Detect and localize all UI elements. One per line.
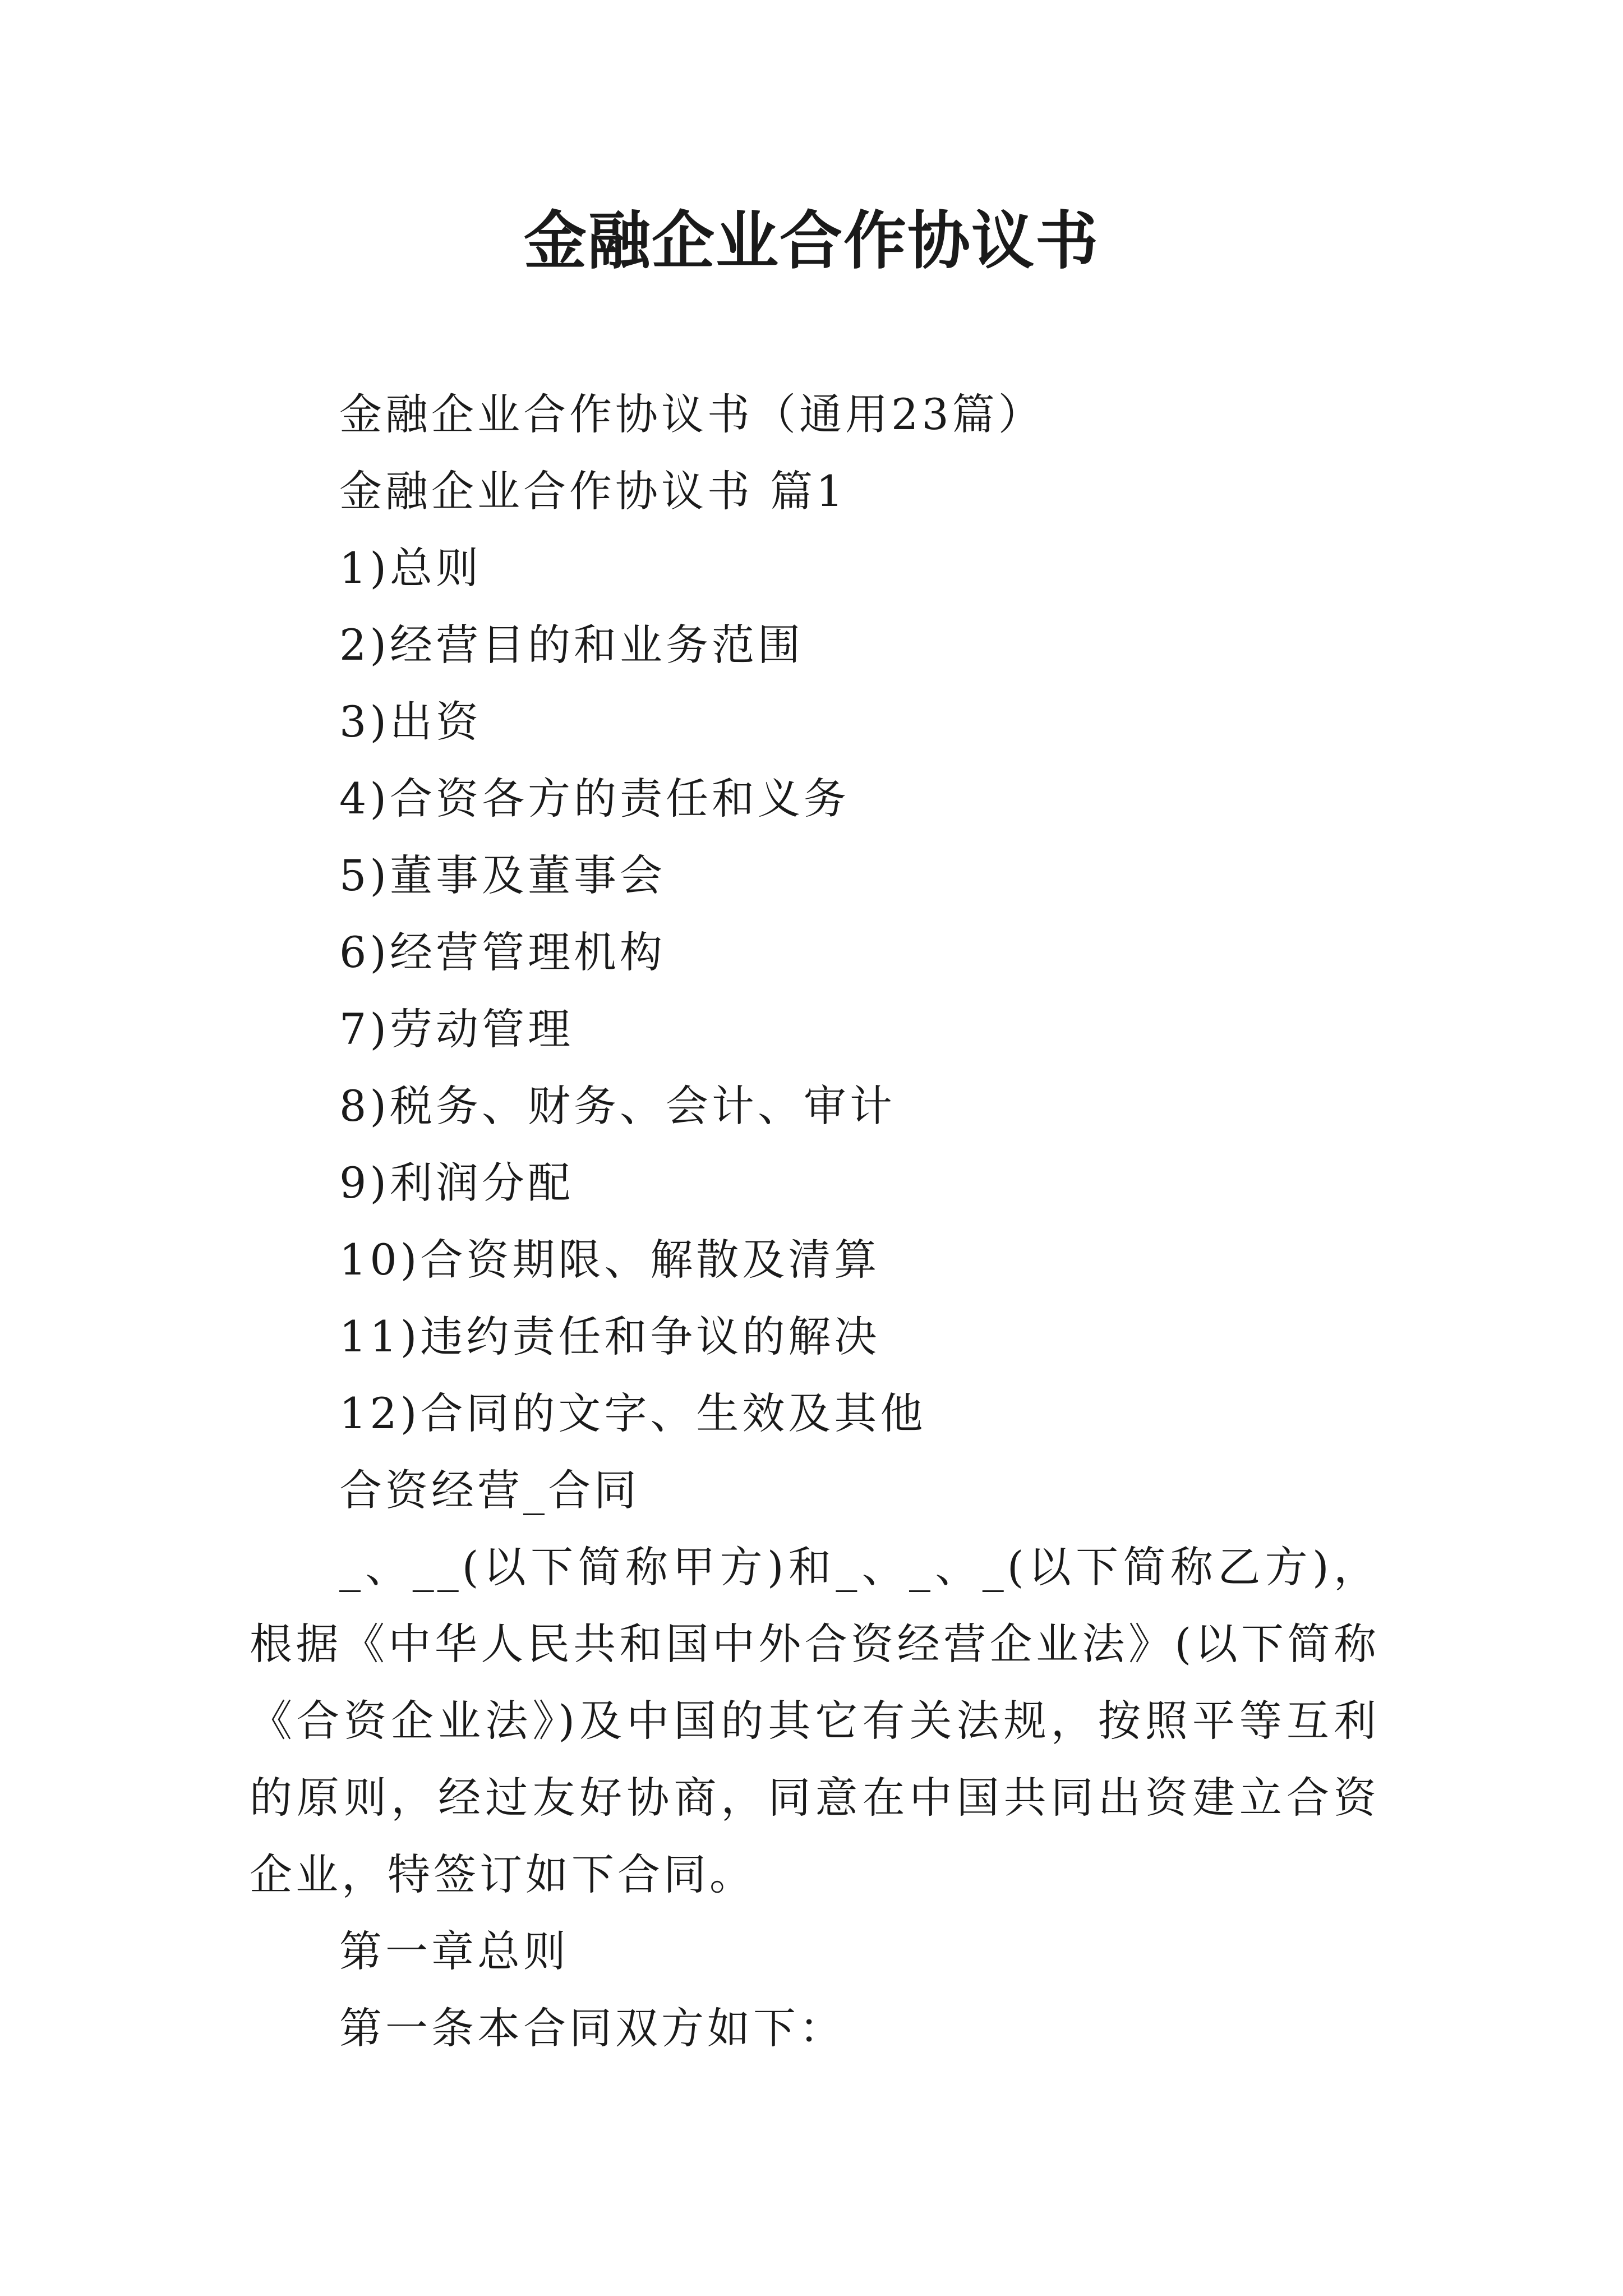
document-subtitle: 金融企业合作协议书（通用23篇） bbox=[339, 389, 1044, 439]
toc-item: 6)经营管理机构 bbox=[339, 927, 666, 977]
toc-item: 7)劳动管理 bbox=[339, 1004, 574, 1054]
toc-item: 1)总则 bbox=[339, 543, 482, 593]
toc-item: 2)经营目的和业务范围 bbox=[339, 620, 804, 670]
article-1: 第一条本合同双方如下： bbox=[339, 2003, 845, 2053]
contract-title: 合资经营_合同 bbox=[339, 1465, 640, 1515]
section-heading: 金融企业合作协议书 篇1 bbox=[339, 466, 847, 516]
intro-paragraph: _、__(以下简称甲方)和_、_、_(以下简称乙方)，根据《中华人民共和国中外合资经营企业法》(以下简称《合资企业法》)及中国的其它有关法规，按照平等互利的原则，经过友好协商，同意在中国共同出资建立合资企业，特签订如下合同。 bbox=[250, 1542, 1380, 1899]
toc-item: 11)违约责任和争议的解决 bbox=[339, 1312, 880, 1361]
document-body bbox=[250, 376, 1380, 2067]
toc-item: 12)合同的文字、生效及其他 bbox=[339, 1388, 926, 1438]
toc-item: 8)税务、财务、会计、审计 bbox=[339, 1081, 896, 1131]
chapter-heading: 第一章总则 bbox=[339, 1926, 569, 1976]
toc-item: 4)合资各方的责任和义务 bbox=[339, 774, 850, 823]
toc-item: 10)合资期限、解散及清算 bbox=[339, 1235, 880, 1285]
toc-item: 3)出资 bbox=[339, 697, 482, 747]
document-title: 金融企业合作协议书 bbox=[524, 204, 1099, 278]
toc-item: 9)利润分配 bbox=[339, 1158, 574, 1208]
toc-item: 5)董事及董事会 bbox=[339, 850, 666, 900]
